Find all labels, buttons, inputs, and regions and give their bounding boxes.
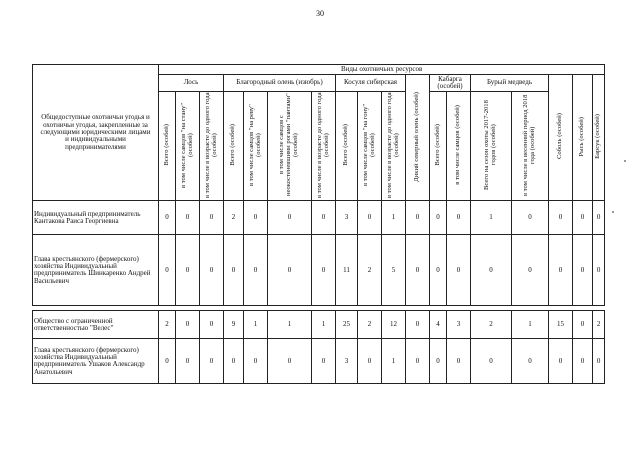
cell-value: 12 xyxy=(382,311,406,339)
col-head-16: Рысь (особей) xyxy=(573,75,593,201)
cell-value: 2 xyxy=(471,311,512,339)
cell-value: 0 xyxy=(358,201,382,235)
cell-value: 0 xyxy=(406,339,430,384)
cell-value: 0 xyxy=(573,201,593,235)
col-head-14: в том числе в весенний период 2018 года (особей) xyxy=(512,92,549,201)
group-roe: Косуля сибирская xyxy=(336,75,406,92)
col-head-13: Всего на сезон охоты 2017-2018 годов (особей) xyxy=(471,92,512,201)
cell-value: 0 xyxy=(430,201,447,235)
scan-speck xyxy=(612,211,614,213)
cell-value: 0 xyxy=(224,235,244,306)
cell-value: 0 xyxy=(447,339,471,384)
col-head-2: в том числе в возрасте до одного года (особей) xyxy=(200,92,224,201)
row-name: Общество с ограниченной ответственностью "Велес" xyxy=(33,311,159,339)
cell-value: 25 xyxy=(336,311,358,339)
col-head-10: Дикий северный олень (особей) xyxy=(406,75,430,201)
cell-value: 1 xyxy=(512,311,549,339)
row-name: Глава крестьянского (фермерского) хозяйства Индивидуальный предприниматель Ушаков Александр Анатольевич xyxy=(33,339,159,384)
cell-value: 0 xyxy=(159,235,176,306)
cell-value: 0 xyxy=(593,339,605,384)
group-red-deer: Благородный олень (изюбрь) xyxy=(224,75,336,92)
cell-value: 0 xyxy=(224,339,244,384)
cell-value: 0 xyxy=(573,311,593,339)
col-head-12: в том числе самцов (особей) xyxy=(447,92,471,201)
header-row-1 xyxy=(33,65,605,75)
cell-value: 0 xyxy=(200,235,224,306)
cell-value: 1 xyxy=(244,311,268,339)
scan-speck xyxy=(624,160,626,162)
group-elk: Лось xyxy=(159,75,224,92)
cell-value: 0 xyxy=(549,339,573,384)
cell-value: 1 xyxy=(268,311,312,339)
cell-value: 1 xyxy=(471,201,512,235)
cell-value: 0 xyxy=(159,201,176,235)
cell-value: 0 xyxy=(406,235,430,306)
cell-value: 0 xyxy=(159,339,176,384)
cell-value: 0 xyxy=(573,235,593,306)
table-row xyxy=(33,311,605,339)
cell-value: 0 xyxy=(447,235,471,306)
cell-value: 0 xyxy=(176,201,200,235)
header-first-col: Общедоступные охотничьи угодья и охотничьи угодья, закрепленные за следующими юридическими лицами и индивидуальными предпринимателями xyxy=(33,65,159,201)
row-name: Индивидуальный предприниматель Кантакова Раиса Георгиевна xyxy=(33,201,159,235)
cell-value: 15 xyxy=(549,311,573,339)
cell-value: 0 xyxy=(512,339,549,384)
cell-value: 0 xyxy=(512,235,549,306)
cell-value: 0 xyxy=(430,235,447,306)
cell-value: 0 xyxy=(593,201,605,235)
cell-value: 3 xyxy=(336,339,358,384)
cell-value: 2 xyxy=(224,201,244,235)
cell-value: 0 xyxy=(549,201,573,235)
cell-value: 0 xyxy=(358,339,382,384)
cell-value: 0 xyxy=(406,201,430,235)
cell-value: 0 xyxy=(244,339,268,384)
cell-value: 0 xyxy=(200,311,224,339)
table-row xyxy=(33,339,605,384)
cell-value: 0 xyxy=(406,311,430,339)
table-body xyxy=(33,201,605,384)
cell-value: 0 xyxy=(176,311,200,339)
cell-value: 5 xyxy=(382,235,406,306)
cell-value: 0 xyxy=(312,339,336,384)
cell-value: 0 xyxy=(447,201,471,235)
cell-value: 0 xyxy=(471,339,512,384)
cell-value: 0 xyxy=(244,235,268,306)
cell-value: 2 xyxy=(159,311,176,339)
col-head-11: Всего (особей) xyxy=(430,92,447,201)
cell-value: 0 xyxy=(200,201,224,235)
cell-value: 0 xyxy=(176,235,200,306)
cell-value: 3 xyxy=(447,311,471,339)
table-row xyxy=(33,201,605,235)
col-head-5: в том числе самцов с неокостеневшими рогами "пантами" (особей) xyxy=(268,92,312,201)
cell-value: 0 xyxy=(549,235,573,306)
row-name: Глава крестьянского (фермерского) хозяйства Индивидуальный предприниматель Шинкаренко Андрей Васильевич xyxy=(33,235,159,306)
cell-value: 0 xyxy=(312,201,336,235)
col-head-17: Барсук (особей) xyxy=(593,75,605,201)
cell-value: 0 xyxy=(268,235,312,306)
group-musk: Кабарга (особей) xyxy=(430,75,471,92)
page-number: 30 xyxy=(316,9,324,18)
hunting-resources-table xyxy=(32,64,605,384)
cell-value: 0 xyxy=(200,339,224,384)
cell-value: 0 xyxy=(268,201,312,235)
cell-value: 0 xyxy=(312,235,336,306)
col-head-4: в том числе самцов "на реву" (особей) xyxy=(244,92,268,201)
cell-value: 0 xyxy=(176,339,200,384)
cell-value: 0 xyxy=(244,201,268,235)
group-bear: Бурый медведь xyxy=(471,75,549,92)
cell-value: 1 xyxy=(382,339,406,384)
col-head-7: Всего (особей) xyxy=(336,92,358,201)
col-head-0: Всего (особей) xyxy=(159,92,176,201)
cell-value: 0 xyxy=(268,339,312,384)
cell-value: 0 xyxy=(573,339,593,384)
cell-value: 2 xyxy=(593,311,605,339)
col-head-3: Всего (особей) xyxy=(224,92,244,201)
cell-value: 0 xyxy=(471,235,512,306)
cell-value: 2 xyxy=(358,235,382,306)
header-resources-title: Виды охотничьих ресурсов xyxy=(159,65,605,75)
cell-value: 9 xyxy=(224,311,244,339)
col-head-6: в том числе в возрасте до одного года (особей) xyxy=(312,92,336,201)
col-head-9: в том числе в возрасте до одного года (особей) xyxy=(382,92,406,201)
cell-value: 11 xyxy=(336,235,358,306)
cell-value: 3 xyxy=(336,201,358,235)
cell-value: 1 xyxy=(312,311,336,339)
cell-value: 1 xyxy=(382,201,406,235)
cell-value: 0 xyxy=(512,201,549,235)
cell-value: 2 xyxy=(358,311,382,339)
col-head-8: в том числе самцов "на гону" (особей) xyxy=(358,92,382,201)
cell-value: 0 xyxy=(430,339,447,384)
table-row xyxy=(33,235,605,306)
cell-value: 0 xyxy=(593,235,605,306)
col-head-15: Соболь (особей) xyxy=(549,75,573,201)
col-head-1: в том числе самцов "на стану" (особей) xyxy=(176,92,200,201)
cell-value: 4 xyxy=(430,311,447,339)
